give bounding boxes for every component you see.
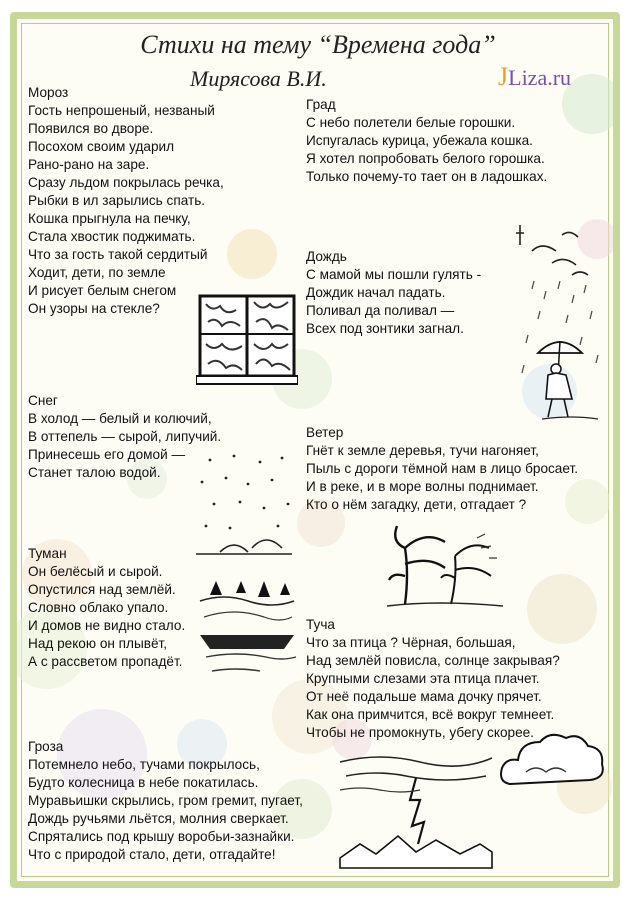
logo-letter: J xyxy=(498,62,509,91)
poem-line: Он белёсый и сырой. xyxy=(28,564,163,579)
poem-line: Испугалась курица, убежала кошка. xyxy=(306,133,533,148)
poem-line: Что за птица ? Чёрная, большая, xyxy=(306,635,516,650)
poem-line: Стала хвостик поджимать. xyxy=(28,229,196,244)
poem-line: И домов не видно стало. xyxy=(28,618,186,633)
fog-illustration xyxy=(196,565,298,680)
poem-line: И рисует белым снегом xyxy=(28,283,177,298)
poem-line: Появился во дворе. xyxy=(28,121,154,136)
page-title: Стихи на тему “Времена года” xyxy=(140,30,496,59)
author-name: Мирясова В.И. xyxy=(190,66,327,91)
poem-line: А с рассветом пропадёт. xyxy=(28,654,183,669)
poem-title: Мороз xyxy=(28,85,69,100)
poem-line: Всех под зонтики загнал. xyxy=(306,321,464,336)
poem-line: Будто колесница в небе покатилась. xyxy=(28,775,259,790)
logo-text: Liza.ru xyxy=(508,65,572,90)
poem-title: Дождь xyxy=(306,249,347,264)
snow-illustration xyxy=(190,448,298,558)
poem-cloud xyxy=(306,616,560,742)
poem-title: Град xyxy=(306,97,336,112)
poem-line: От неё подальше мама дочку прячет. xyxy=(306,689,542,704)
poem-line: Гнёт к земле деревья, тучи нагоняет, xyxy=(306,443,539,458)
rain-umbrella-illustration xyxy=(512,215,604,425)
poem-line: Гость непрошеный, незваный xyxy=(28,103,215,118)
poem-title: Ветер xyxy=(306,425,344,440)
poem-line: Крупными слезами эта птица плачет. xyxy=(306,671,540,686)
poem-line: Что с природой стало, дети, отгадайте! xyxy=(28,847,276,862)
poem-line: Опустился над землёй. xyxy=(28,582,176,597)
poem-line: Посохом своим ударил xyxy=(28,139,175,154)
poem-line: Пыль с дороги тёмной нам в лицо бросает. xyxy=(306,461,578,476)
poem-line: Дождь ручьями льётся, молния сверкает. xyxy=(28,811,289,826)
poem-line: Над землёй повисла, солнце закрывая? xyxy=(306,653,560,668)
poem-line: Кошка прыгнула на печку, xyxy=(28,211,191,226)
poem-line: И в реке, и в море волны поднимает. xyxy=(306,479,539,494)
poem-line: Ходит, дети, по земле xyxy=(28,265,166,280)
site-logo[interactable] xyxy=(498,62,571,92)
poem-line: В холод — белый и колючий, xyxy=(28,411,212,426)
frozen-window-illustration xyxy=(196,294,298,386)
poem-line: Чтобы не промокнуть, убегу скорее. xyxy=(306,725,534,740)
poem-line: Словно облако упало. xyxy=(28,600,169,615)
poem-line: Рано-рано на заре. xyxy=(28,157,150,172)
rain-cloud-illustration xyxy=(496,728,610,798)
poem-line: Дождик начал падать. xyxy=(306,285,446,300)
poem-line: Он узоры на стекле? xyxy=(28,301,160,316)
poem-title: Туман xyxy=(28,546,67,561)
poem-wind xyxy=(306,424,578,514)
poem-line: Кто о нём загадку, дети, отгадает ? xyxy=(306,497,527,512)
poem-fog xyxy=(28,545,185,671)
poem-line: Только почему-то тает он в ладошках. xyxy=(306,169,548,184)
poem-hail xyxy=(306,96,547,186)
poem-line: Муравьишки скрылись, гром гремит, пугает, xyxy=(28,793,303,808)
poem-rain xyxy=(306,248,481,338)
poem-line: Над рекою он плывёт, xyxy=(28,636,168,651)
poem-title: Туча xyxy=(306,617,335,632)
poem-line: Принесешь его домой — xyxy=(28,447,186,462)
poem-line: Что за гость такой сердитый xyxy=(28,247,208,262)
poem-line: С мамой мы пошли гулять - xyxy=(306,267,482,282)
poem-frost xyxy=(28,84,224,318)
poem-line: Спрятались под крышу воробьи-зазнайки. xyxy=(28,829,295,844)
wind-trees-illustration xyxy=(385,518,505,610)
poem-line: Как она примчится, всё вокруг темнеет. xyxy=(306,707,555,722)
poem-thunderstorm xyxy=(28,738,303,864)
poem-line: Я хотел попробовать белого горошка. xyxy=(306,151,545,166)
poem-title: Снег xyxy=(28,393,58,408)
decor-circle xyxy=(227,229,277,279)
poem-line: Рыбки в ил зарылись спать. xyxy=(28,193,206,208)
poem-line: Станет талою водой. xyxy=(28,465,161,480)
thunderstorm-illustration xyxy=(336,748,496,870)
poem-line: Сразу льдом покрылась речка, xyxy=(28,175,224,190)
poem-line: Поливал да поливал — xyxy=(306,303,455,318)
poem-line: Потемнело небо, тучами покрылось, xyxy=(28,757,260,772)
poem-line: С небо полетели белые горошки. xyxy=(306,115,516,130)
poem-title: Гроза xyxy=(28,739,64,754)
poem-line: В оттепель — сырой, липучий. xyxy=(28,429,222,444)
